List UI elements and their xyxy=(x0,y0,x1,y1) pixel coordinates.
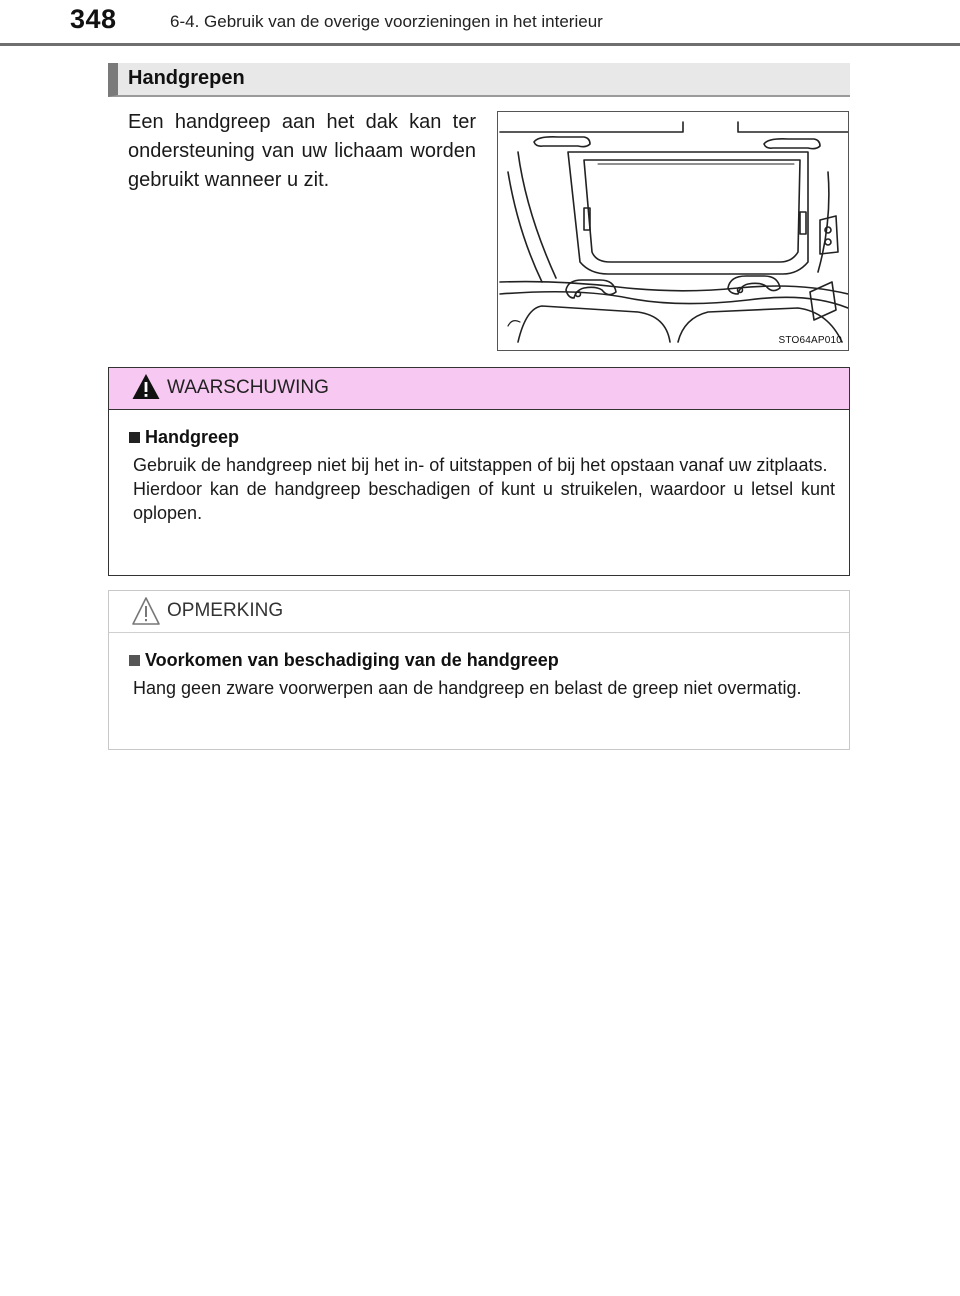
warning-body xyxy=(109,427,849,525)
running-header: 6-4. Gebruik van de overige voorzieningen in het interieur xyxy=(170,12,603,31)
note-box xyxy=(108,590,850,750)
note-title: OPMERKING xyxy=(167,600,284,621)
warning-item-heading xyxy=(129,427,835,448)
warning-item-heading-text: Handgreep xyxy=(145,427,240,447)
page-number: 348 xyxy=(70,4,117,34)
roof-handgrips-illustration xyxy=(497,111,849,351)
note-paragraph: Hang geen zware voorwerpen aan de handgreep en belast de greep niet overmatig. xyxy=(133,678,802,698)
warning-triangle-icon xyxy=(131,372,161,402)
warning-box xyxy=(108,367,850,576)
warning-header xyxy=(109,368,849,410)
warning-title: WAARSCHUWING xyxy=(167,377,329,398)
header-divider xyxy=(0,43,960,46)
section-title: Handgrepen xyxy=(128,67,245,89)
intro-paragraph: Een handgreep aan het dak kan ter ondersteuning van uw lichaam worden gebruikt wanneer u zit. xyxy=(128,111,476,191)
warning-item-body xyxy=(133,453,835,525)
note-body xyxy=(109,650,849,700)
figure-code: STO64AP010 xyxy=(778,335,842,346)
notice-triangle-outline-icon xyxy=(131,595,161,627)
note-item-heading-text: Voorkomen van beschadiging van de handgreep xyxy=(145,650,559,670)
note-item-heading xyxy=(129,650,835,671)
warning-paragraph: Hierdoor kan de handgreep beschadigen of kunt u struikelen, waardoor u letsel kunt oplopen. xyxy=(133,479,835,523)
roof-handgrips-drawing xyxy=(498,112,848,350)
warning-paragraph: Gebruik de handgreep niet bij het in- of uitstappen of bij het opstaan vanaf uw zitplaats. xyxy=(133,455,828,475)
note-header xyxy=(109,591,849,633)
bullet-square-icon xyxy=(129,655,140,666)
note-item-body xyxy=(133,676,835,700)
bullet-square-icon xyxy=(129,432,140,443)
section-heading-bar xyxy=(108,63,850,97)
